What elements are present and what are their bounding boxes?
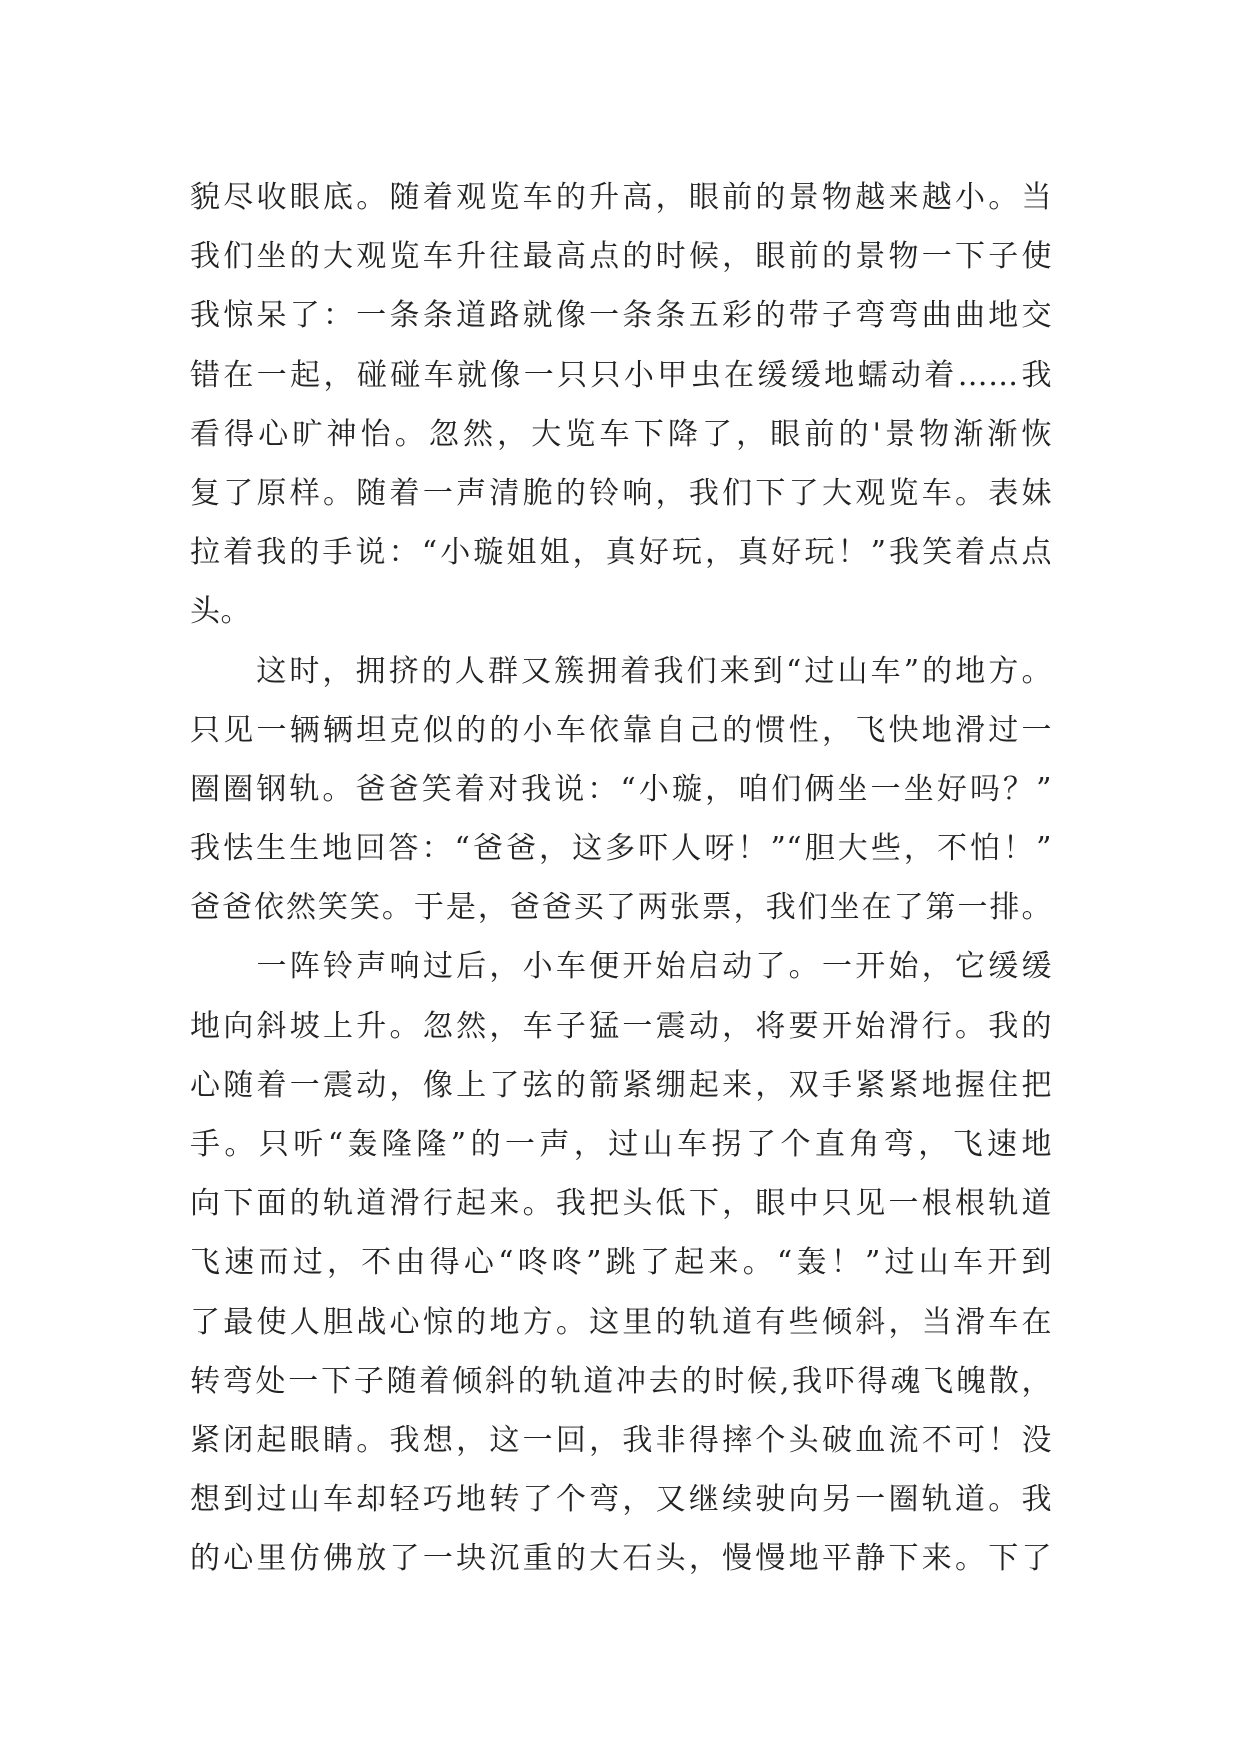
- text-line: 向下面的轨道滑行起来。我把头低下，眼中只见一根根轨道: [190, 1186, 1052, 1222]
- text-line: 错在一起，碰碰车就像一只只小甲虫在缓缓地蠕动着……我: [190, 357, 1052, 393]
- text-line: 只见一辆辆坦克似的的小车依靠自己的惯性，飞快地滑过一: [190, 712, 1052, 748]
- text-line: 一阵铃声响过后，小车便开始启动了。一开始，它缓缓: [190, 949, 1052, 985]
- text-line: 手。只听“轰隆隆”的一声，过山车拐了个直角弯，飞速地: [190, 1127, 1052, 1162]
- text-line: 爸爸依然笑笑。于是，爸爸买了两张票，我们坐在了第一排。: [190, 890, 1052, 926]
- text-line: 圈圈钢轨。爸爸笑着对我说：“小璇，咱们俩坐一坐好吗？”: [190, 771, 1052, 807]
- text-line: 我惊呆了：一条条道路就像一条条五彩的带子弯弯曲曲地交: [190, 298, 1052, 334]
- text-line: 地向斜坡上升。忽然，车子猛一震动，将要开始滑行。我的: [190, 1008, 1052, 1044]
- document-body: [190, 168, 1052, 1589]
- text-line: 想到过山车却轻巧地转了个弯，又继续驶向另一圈轨道。我: [190, 1482, 1052, 1518]
- text-line: 心随着一震动，像上了弦的箭紧绷起来，双手紧紧地握住把: [190, 1067, 1052, 1103]
- text-line: 的心里仿佛放了一块沉重的大石头，慢慢地平静下来。下了: [190, 1541, 1052, 1577]
- text-line: 我怯生生地回答：“爸爸，这多吓人呀！”“胆大些，不怕！”: [190, 831, 1052, 867]
- text-line: 飞速而过，不由得心“咚咚”跳了起来。“轰！”过山车开到: [190, 1245, 1052, 1281]
- text-line: 了最使人胆战心惊的地方。这里的轨道有些倾斜，当滑车在: [190, 1304, 1052, 1340]
- text-line: 貌尽收眼底。随着观览车的升高，眼前的景物越来越小。当: [190, 180, 1052, 215]
- text-line: 复了原样。随着一声清脆的铃响，我们下了大观览车。表妹: [190, 475, 1052, 511]
- text-line: 看得心旷神怡。忽然，大览车下降了，眼前的'景物渐渐恢: [190, 416, 1052, 452]
- text-line: 紧闭起眼睛。我想，这一回，我非得摔个头破血流不可！没: [190, 1422, 1052, 1458]
- text-line: 转弯处一下子随着倾斜的轨道冲去的时候,我吓得魂飞魄散，: [190, 1363, 1052, 1399]
- text-line: 拉着我的手说：“小璇姐姐，真好玩，真好玩！”我笑着点点: [190, 535, 1052, 571]
- text-line: 我们坐的大观览车升往最高点的时候，眼前的景物一下子使: [190, 239, 1052, 275]
- text-line: 这时，拥挤的人群又簇拥着我们来到“过山车”的地方。: [190, 653, 1052, 689]
- text-line: 头。: [190, 594, 251, 630]
